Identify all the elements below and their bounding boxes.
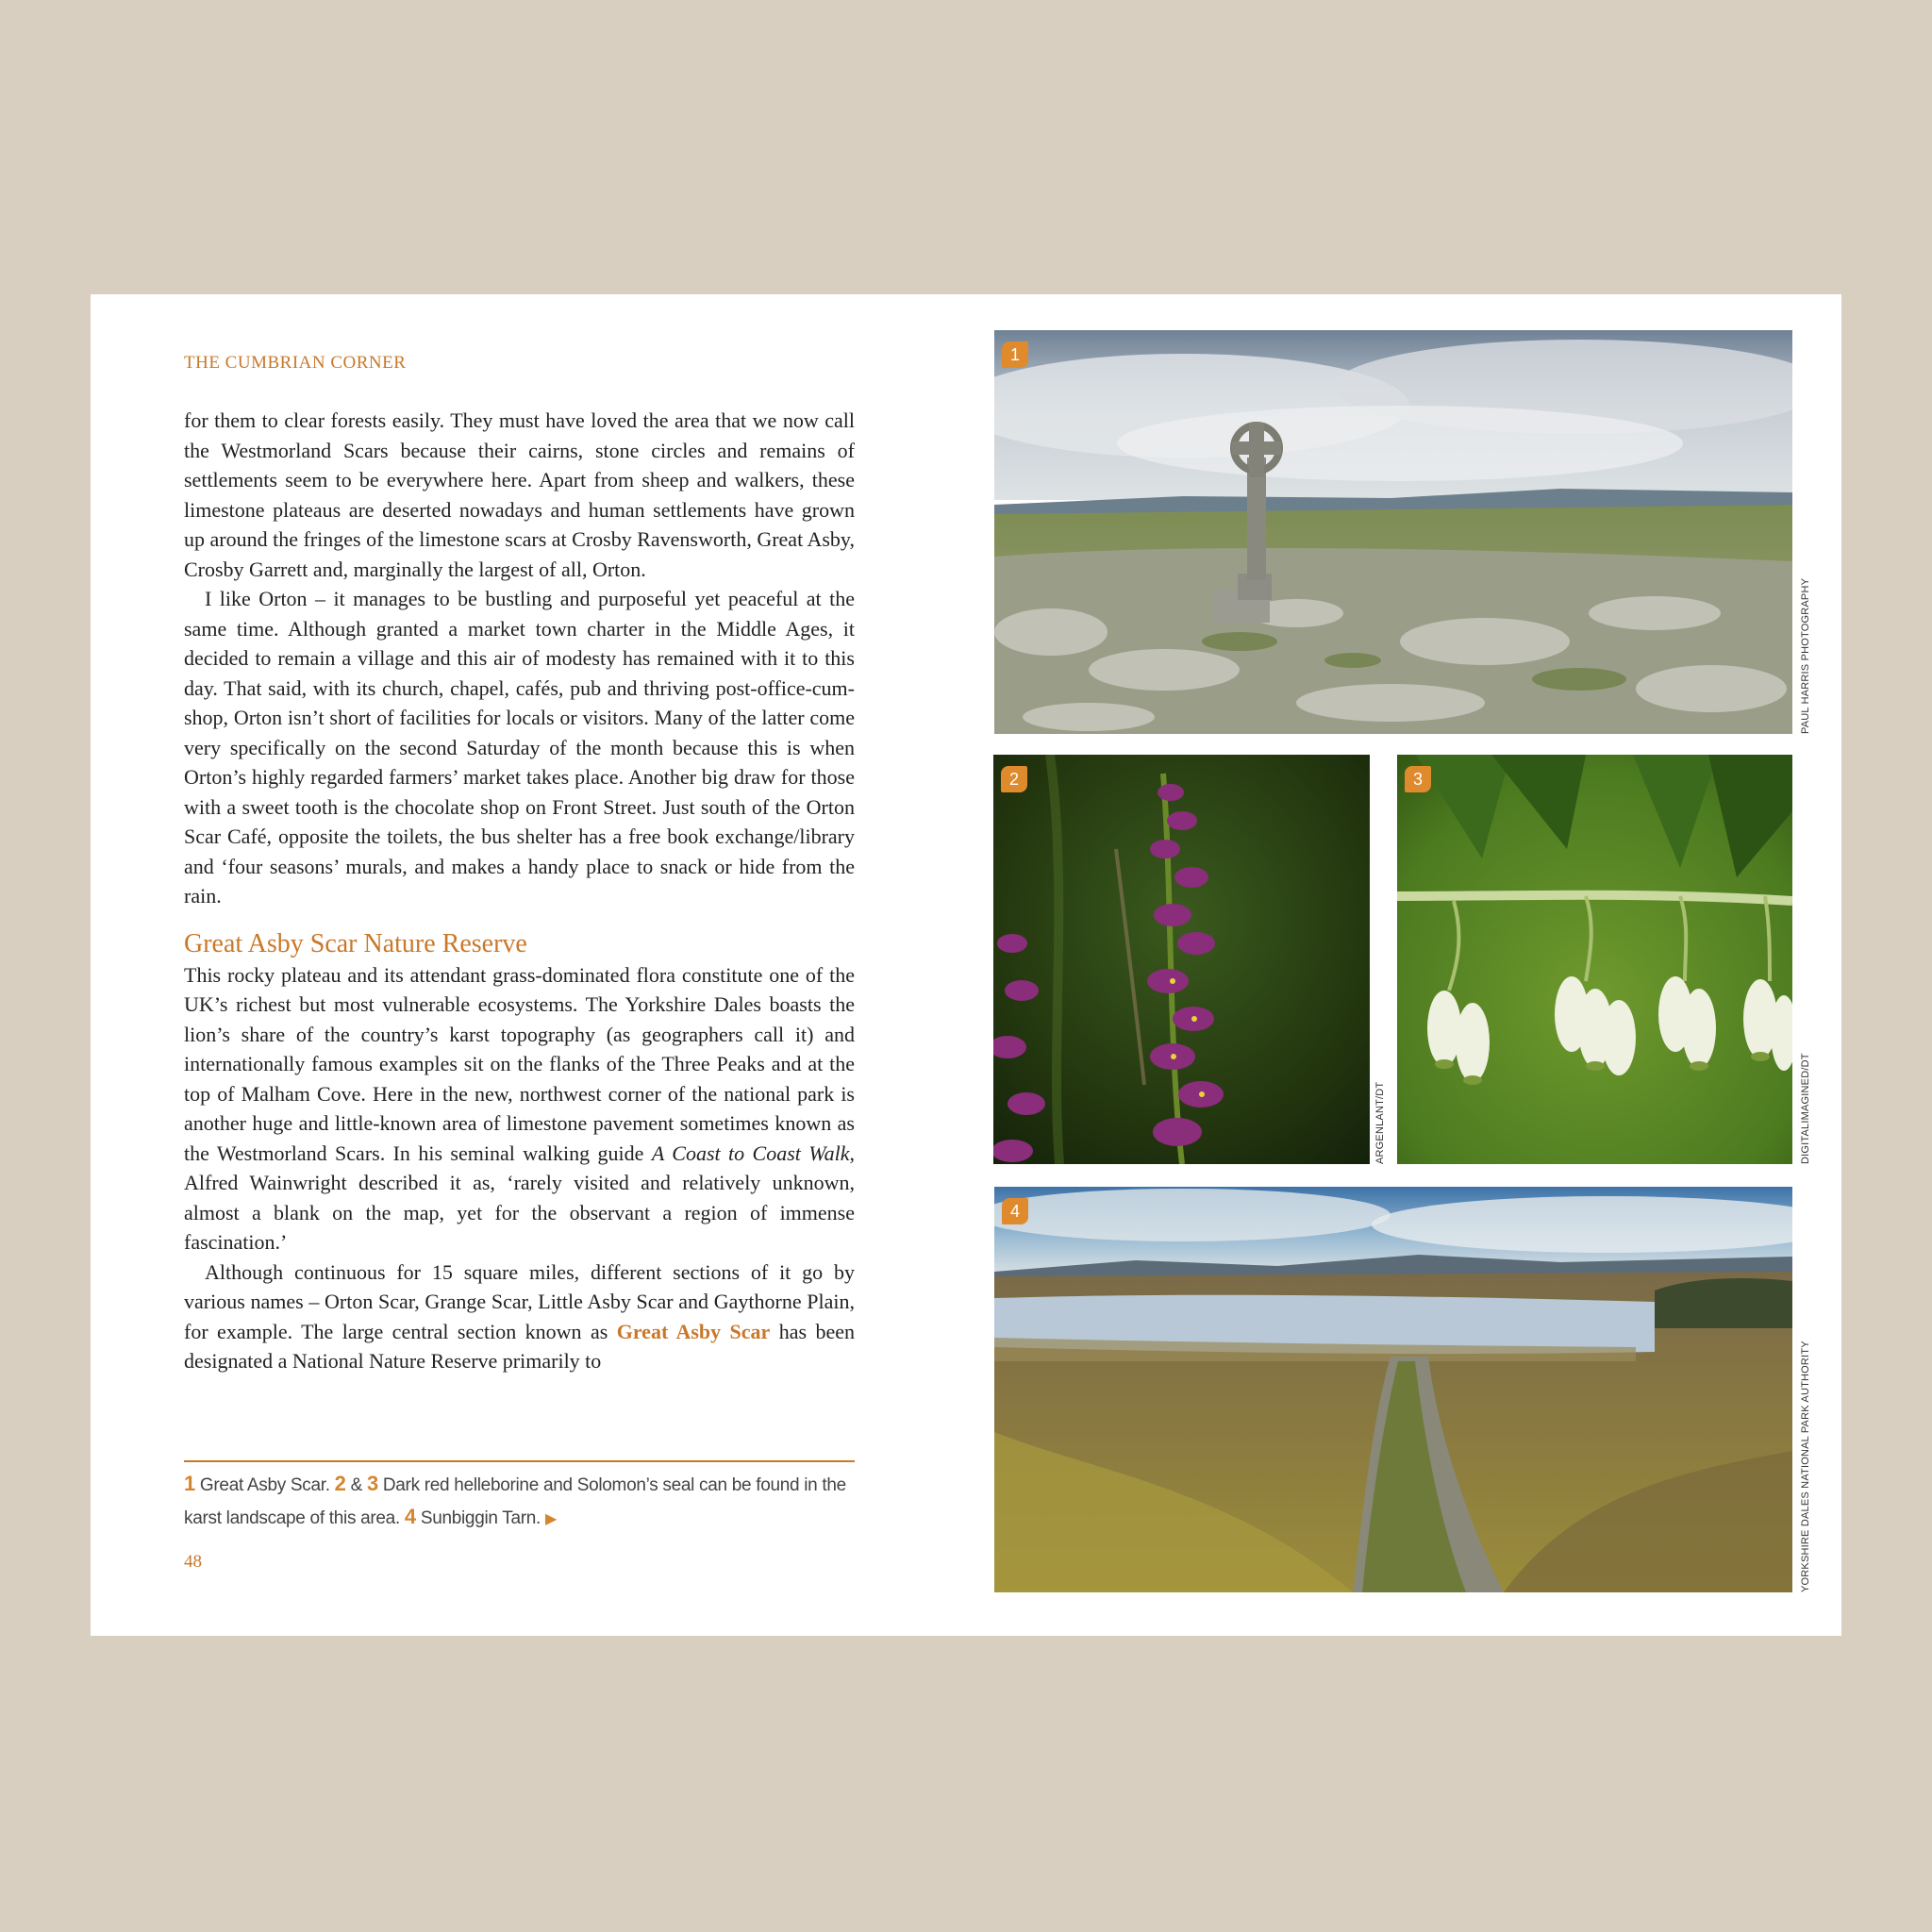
place-name: Great Asby Scar <box>616 1319 771 1343</box>
photo-number-badge: 3 <box>1405 766 1431 792</box>
paragraph: I like Orton – it manages to be bustling and purposeful yet peaceful at the same time. Although granted a market town charter in the Middle Ages, it decided to remain a village and this air of modesty has remained with it to this day. That said, with its church, chapel, cafés, pub and thriving post-office-cum-shop, Orton isn’t short of facilities for locals or visitors. Many of the latter come very specifically on the second Saturday of the month because this is when Orton’s highly regarded farmers’ market takes place. Another big draw for those with a sweet tooth is the chocolate shop on Front Street. Just south of the Orton Scar Café, opposite the toilets, the bus shelter has a free book exchange/library and ‘four seasons’ murals, and makes a handy place to snack or hide from the rain. <box>184 587 855 908</box>
photo-credit: YORKSHIRE DALES NATIONAL PARK AUTHORITY <box>1800 1341 1811 1592</box>
photo-credit: ARGENLANT/DT <box>1374 1081 1386 1164</box>
page-number: 48 <box>184 1552 202 1572</box>
photo-number-badge: 2 <box>1001 766 1027 792</box>
photo-dark-red-helleborine <box>993 755 1370 1164</box>
running-head: THE CUMBRIAN CORNER <box>184 353 407 373</box>
photo-caption: 1 Great Asby Scar. 2 & 3 Dark red helleborine and Solomon’s seal can be found in the karst landscape of this area. 4 Sunbiggin Tarn. ▶ <box>184 1460 855 1535</box>
paragraph: Although continuous for 15 square miles, different sections of it go by various names – Orton Scar, Grange Scar, Little Asby Scar and Gaythorne Plain, for example. The large central section known as Great Asby Scar has been designated a National Nature Reserve primarily to <box>184 1259 856 1373</box>
photo-credit: PAUL HARRIS PHOTOGRAPHY <box>1800 577 1811 734</box>
body-text <box>184 406 855 1376</box>
continue-arrow-icon: ▶ <box>545 1511 558 1527</box>
photo-number-badge: 4 <box>1002 1198 1028 1224</box>
photo-solomons-seal <box>1397 755 1792 1164</box>
book-spread <box>91 294 1841 1636</box>
photo-sunbiggin-tarn <box>994 1187 1792 1592</box>
book-title: A Coast to Coast Walk <box>651 1141 850 1165</box>
photo-great-asby-scar <box>994 330 1792 734</box>
section-heading: Great Asby Scar Nature Reserve <box>184 928 527 958</box>
photo-number-badge: 1 <box>1002 341 1028 368</box>
photo-credit: DIGITALIMAGINED/DT <box>1800 1053 1811 1164</box>
paragraph: This rocky plateau and its attendant grass-dominated flora constitute one of the UK’s richest but most vulnerable ecosystems. The Yorkshire Dales boasts the lion’s share of the country’s karst topography (as geographers call it) and internationally famous examples sit on the flanks of the Three Peaks and at the top of Malham Cove. Here in the new, northwest corner of the national park is another huge and little-known area of limestone pavement sometimes known as the Westmorland Scars. In his seminal walking guide A Coast to Coast Walk, Alfred Wainwright described it as, ‘rarely visited and relatively unknown, almost a blank on the map, yet for the observant a region of immense fascination.’ <box>184 962 855 1254</box>
paragraph: for them to clear forests easily. They must have loved the area that we now call the Westmorland Scars because their cairns, stone circles and remains of settlements seem to be everywhere here. Apart from sheep and walkers, these limestone plateaus are deserted nowadays and human settlements have grown up around the fringes of the limestone scars at Crosby Ravensworth, Great Asby, Crosby Garrett and, marginally the largest of all, Orton. <box>184 408 855 581</box>
